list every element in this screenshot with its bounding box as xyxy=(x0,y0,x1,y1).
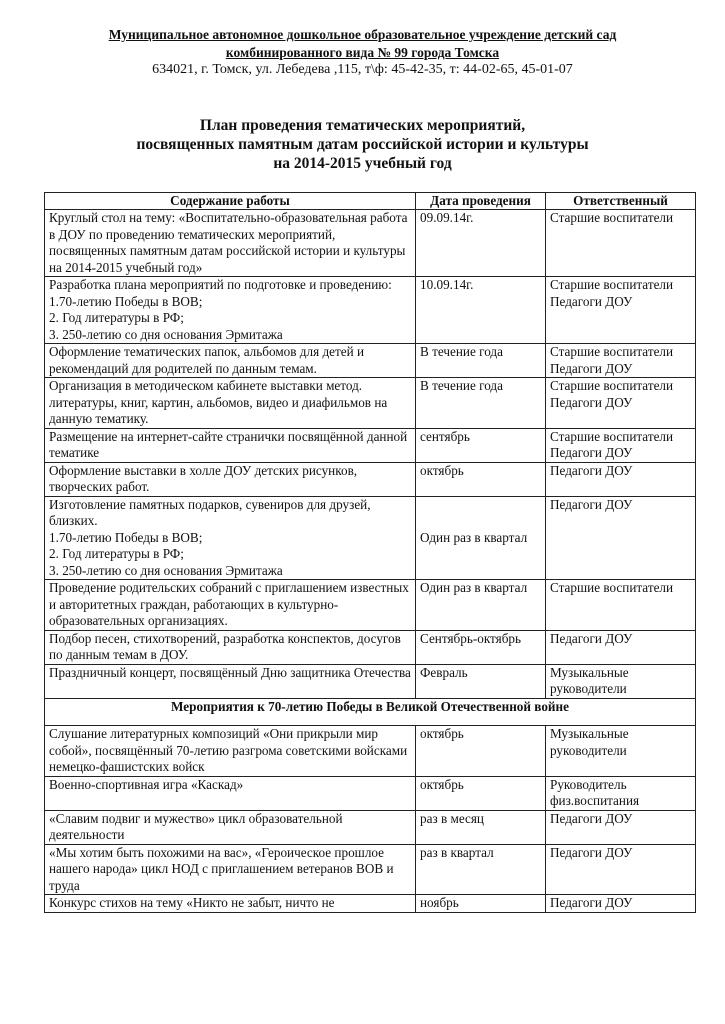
row-content: Организация в методическом кабинете выставки метод. литературы, книг, картин, альбомов, видео и диафильмов на данную тематику. xyxy=(45,378,416,429)
row-date: ноябрь xyxy=(416,895,546,913)
row-content: Подбор песен, стихотворений, разработка конспектов, досугов по данным темам в ДОУ. xyxy=(45,630,416,664)
row-responsible: Старшие воспитатели xyxy=(546,210,696,277)
table-header-row xyxy=(45,193,696,210)
row-date: 09.09.14г. xyxy=(416,210,546,277)
row-date: Один раз в квартал xyxy=(416,580,546,631)
row-responsible: Педагоги ДОУ xyxy=(546,496,696,580)
row-content: Изготовление памятных подарков, сувениров для друзей, близких. 1.70-летию Победы в ВОВ; 2. Год литературы в РФ; 3. 250-летию со дня основания Эрмитажа xyxy=(45,496,416,580)
row-date: В течение года xyxy=(416,378,546,429)
row-date: Один раз в квартал xyxy=(416,496,546,580)
document-title xyxy=(0,116,725,173)
table-row xyxy=(45,378,696,429)
table-row xyxy=(45,344,696,378)
row-responsible: Педагоги ДОУ xyxy=(546,895,696,913)
row-responsible: Руководитель физ.воспитания xyxy=(546,776,696,810)
organization-name xyxy=(0,26,725,62)
row-responsible: Старшие воспитатели Педагоги ДОУ xyxy=(546,277,696,344)
org-line-2: комбинированного вида № 99 города Томска xyxy=(225,45,500,60)
title-line-1: План проведения тематических мероприятий, xyxy=(199,117,526,134)
row-content: Размещение на интернет-сайте странички посвящённой данной тематике xyxy=(45,428,416,462)
table-row xyxy=(45,726,696,777)
row-date: раз в квартал xyxy=(416,844,546,895)
row-responsible: Педагоги ДОУ xyxy=(546,810,696,844)
title-line-2: посвященных памятным датам российской истории и культуры xyxy=(136,136,589,153)
table-row xyxy=(45,580,696,631)
row-date: Сентябрь-октябрь xyxy=(416,630,546,664)
row-responsible: Старшие воспитатели Педагоги ДОУ xyxy=(546,344,696,378)
row-responsible: Старшие воспитатели xyxy=(546,580,696,631)
section-title: Мероприятия к 70-летию Победы в Великой Отечественной войне xyxy=(45,698,696,726)
table-row xyxy=(45,428,696,462)
title-line-3: на 2014-2015 учебный год xyxy=(273,155,452,172)
table-row xyxy=(45,776,696,810)
row-content: Разработка плана мероприятий по подготовке и проведению: 1.70-летию Победы в ВОВ; 2. Год литературы в РФ; 3. 250-летию со дня основания Эрмитажа xyxy=(45,277,416,344)
row-content: «Мы хотим быть похожими на вас», «Героическое прошлое нашего народа» цикл НОД с приглашением ветеранов ВОВ и труда xyxy=(45,844,416,895)
table-row xyxy=(45,630,696,664)
section-header-row xyxy=(45,698,696,726)
row-content: Военно-спортивная игра «Каскад» xyxy=(45,776,416,810)
row-content: Оформление выставки в холле ДОУ детских рисунков, творческих работ. xyxy=(45,462,416,496)
row-content: Конкурс стихов на тему «Никто не забыт, ничто не xyxy=(45,895,416,913)
row-date: сентябрь xyxy=(416,428,546,462)
table-row xyxy=(45,277,696,344)
table-row xyxy=(45,462,696,496)
events-table xyxy=(44,192,696,913)
row-responsible: Педагоги ДОУ xyxy=(546,630,696,664)
row-responsible: Музыкальные руководители xyxy=(546,664,696,698)
column-header-content: Содержание работы xyxy=(45,193,416,210)
column-header-date: Дата проведения xyxy=(416,193,546,210)
row-responsible: Музыкальные руководители xyxy=(546,726,696,777)
row-content: «Славим подвиг и мужество» цикл образовательной деятельности xyxy=(45,810,416,844)
column-header-responsible: Ответственный xyxy=(546,193,696,210)
org-line-1: Муниципальное автономное дошкольное образовательное учреждение детский сад xyxy=(108,27,617,42)
organization-address: 634021, г. Томск, ул. Лебедева ,115, т\ф: 45-42-35, т: 44-02-65, 45-01-07 xyxy=(152,62,573,77)
row-responsible: Педагоги ДОУ xyxy=(546,844,696,895)
row-date: В течение года xyxy=(416,344,546,378)
row-date: октябрь xyxy=(416,726,546,777)
row-content: Слушание литературных композиций «Они прикрыли мир собой», посвящённый 70-летию разгрома советскими войсками немецко-фашистских войск xyxy=(45,726,416,777)
table-row xyxy=(45,810,696,844)
row-content: Круглый стол на тему: «Воспитательно-образовательная работа в ДОУ по проведению тематических мероприятий, посвященных памятным датам российской истории и культуры на 2014-2015 учебный год» xyxy=(45,210,416,277)
table-row xyxy=(45,664,696,698)
table-row xyxy=(45,496,696,580)
row-date: октябрь xyxy=(416,462,546,496)
row-responsible: Педагоги ДОУ xyxy=(546,462,696,496)
row-date: раз в месяц xyxy=(416,810,546,844)
table-row xyxy=(45,895,696,913)
row-content: Праздничный концерт, посвящённый Дню защитника Отечества xyxy=(45,664,416,698)
row-responsible: Старшие воспитатели Педагоги ДОУ xyxy=(546,378,696,429)
table-row xyxy=(45,844,696,895)
row-responsible: Старшие воспитатели Педагоги ДОУ xyxy=(546,428,696,462)
row-content: Оформление тематических папок, альбомов для детей и рекомендаций для родителей по данным темам. xyxy=(45,344,416,378)
row-date: Февраль xyxy=(416,664,546,698)
row-date: октябрь xyxy=(416,776,546,810)
row-content: Проведение родительских собраний с приглашением известных и авторитетных граждан, работающих в культурно-образовательных организациях. xyxy=(45,580,416,631)
table-row xyxy=(45,210,696,277)
row-date: 10.09.14г. xyxy=(416,277,546,344)
